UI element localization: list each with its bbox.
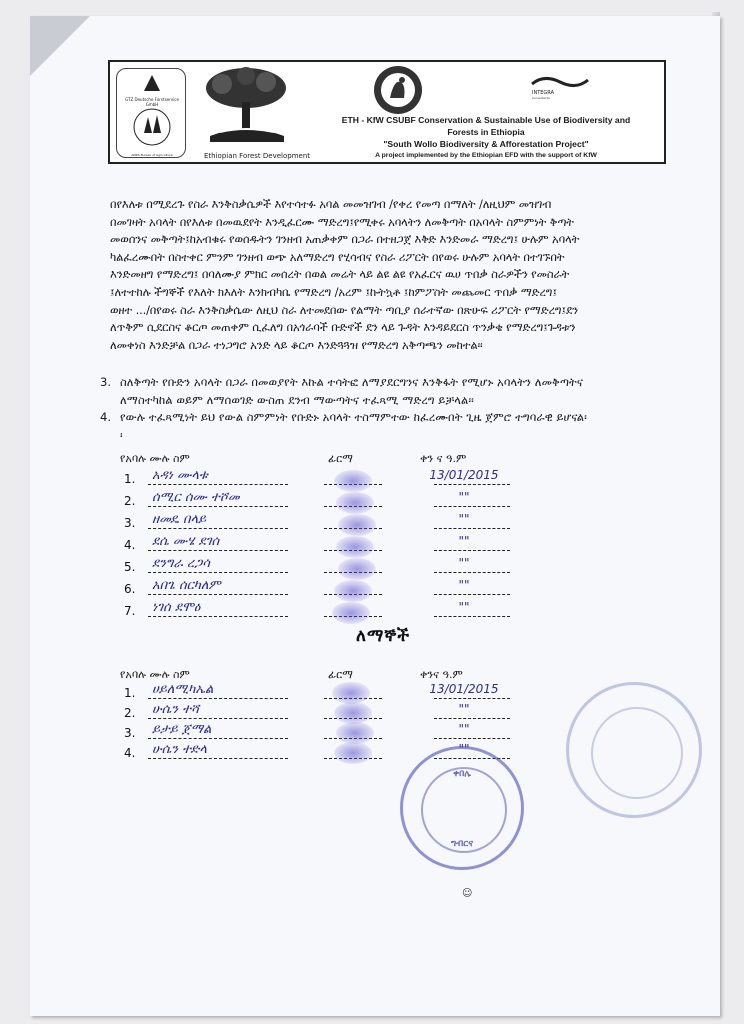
handwritten-date: "" — [458, 600, 470, 614]
handwritten-name: አዳነ ሙላቱ — [152, 468, 208, 483]
letterhead — [108, 60, 666, 164]
date-line — [434, 594, 510, 595]
fingerprint-signature — [334, 702, 372, 724]
date-line — [434, 528, 510, 529]
clause-number: 4. — [100, 410, 112, 425]
integra-logo — [530, 74, 590, 106]
gtz-logo-text: GTZ Deutsche Forstservice GmbH — [125, 97, 179, 107]
project-subtitle: A project implemented by the Ethiopian EFD with the support of KfW — [375, 152, 597, 159]
fingerprint-signature — [338, 514, 376, 536]
handwritten-name: ነገሰ ደሞዕ — [152, 600, 201, 615]
name-line — [148, 572, 288, 573]
table-row — [124, 514, 524, 534]
stamp-text: ቀበሌ — [453, 769, 471, 779]
clause-text: ስለቅጣት የቡድን አባላት በጋራ በመወያየት እኩል ተሳትፎ ለማያደርግንና እንቅፋት የሚሆኑ አባላትን ለመቅጣትና — [120, 375, 583, 389]
handwritten-name: ዘመዴ በላይ — [152, 512, 207, 527]
witnesses-col-date: ቀንና ዓ.ም — [420, 668, 463, 681]
integra-subtext: Consultants — [532, 96, 550, 100]
handwritten-date: 13/01/2015 — [429, 682, 499, 696]
name-line — [148, 484, 288, 485]
table-row — [124, 492, 524, 512]
paragraph-line: ካልፈረሙበት በስተቀር ምንም ገንዘብ ወጭ አለማድረግ የሂሳብና የስራ ሪፖርት በየወሩ ሁሉም አባላት በተገኙበት — [110, 249, 565, 264]
table-row — [124, 724, 524, 744]
handwritten-name: ይታይ ጀማል — [152, 722, 212, 737]
integra-text: INTEGRA — [532, 90, 554, 96]
fingerprint-signature — [336, 536, 374, 558]
paragraph-line: ለጥቅም ሲደርስና ቆርጦ መጠቀም ሲፈለግ በአጎራባች ቡድኖች ደን ላይ ጉዳት እንዳይደርስ ጥንቃቄ የማድረግ፤ጉዳቱን — [110, 320, 576, 335]
date-line — [434, 550, 510, 551]
row-number: 5. — [124, 560, 136, 574]
row-number: 4. — [124, 538, 136, 552]
name-line — [148, 738, 288, 739]
clause-text: ፡ — [120, 427, 123, 442]
paragraph-line: በመገዛት አባላት በየእለቱ በመዉደየት እንዲፈርሙ ማድረግ፤የሚቀሩ አባላትን ለመቅጣት በአባላት ስምምነት ቅጣት — [110, 214, 574, 229]
fingerprint-signature — [334, 580, 372, 602]
handwritten-date: "" — [458, 556, 470, 570]
witnesses-col-name: የአባሉ ሙሉ ስም — [120, 668, 190, 681]
handwritten-date: "" — [458, 742, 470, 756]
name-line — [148, 616, 288, 617]
clause-text: ለማስተካከል ወይም ለማሰወገድ ውስጠ ደንብ ማውጣትና ተፈጻሚ ማድረግ ይቻላል፡፡ — [120, 392, 474, 407]
members-col-name: የአባሉ ሙሉ ስም — [120, 452, 190, 465]
ethiopia-seal-icon — [372, 64, 424, 116]
row-number: 2. — [124, 706, 136, 720]
official-stamp — [400, 746, 524, 870]
table-row — [124, 684, 524, 704]
row-number: 3. — [124, 726, 136, 740]
clause-item — [106, 392, 710, 410]
page-curl — [30, 16, 90, 76]
date-line — [434, 718, 510, 719]
clause-text: የውሉ ተፈጻሚነት ይህ የውል ስምምነት የቡድኑ አባላት ተስማምተው ከፈረሙበት ጊዜ ጀምሮ ተግባራዊ ይሆናል፡ — [120, 410, 587, 425]
row-number: 7. — [124, 604, 136, 618]
handwritten-date: "" — [458, 722, 470, 736]
table-row — [124, 704, 524, 724]
tree-icon — [117, 69, 187, 159]
table-row — [124, 602, 524, 622]
faint-stamp — [566, 682, 702, 818]
handwritten-date: "" — [458, 490, 470, 504]
paragraph-line: ፤ለተተከሉ ችግኞች የእለት ክእለት እንክብካቤ የማድረግ /አረም ፤ኩትኳቶ ፤ከምፖስት መጨመር ጥበቃ ማድረግ፤ — [110, 284, 557, 299]
witnesses-col-sign: ፊርማ — [328, 668, 353, 681]
table-row — [124, 558, 524, 578]
handwritten-date: 13/01/2015 — [429, 468, 499, 482]
paragraph-line: ወዘተ .../በየወሩ ስራ እንቅስቃሴው ለዚህ ስራ ለተመደበው የልማት ጣቢያ ሰራተኛው በጽሁፍ ሪፖርት የማድረግ፤ደን — [110, 302, 578, 317]
project-title-line3: "South Wollo Biodiversity & Afforestation Project" — [383, 139, 589, 149]
handwritten-date: "" — [458, 534, 470, 548]
handwritten-name: ደሴ ሙሄ ደገሰ — [152, 534, 220, 549]
handwritten-name: ሁሴን ተድላ — [152, 742, 207, 757]
members-col-sign: ፊርማ — [328, 452, 353, 465]
date-line — [434, 616, 510, 617]
name-line — [148, 758, 288, 759]
row-number: 4. — [124, 746, 136, 760]
name-line — [148, 528, 288, 529]
clause-item — [106, 427, 710, 445]
date-line — [434, 738, 510, 739]
fingerprint-signature — [332, 682, 370, 704]
fingerprint-signature — [338, 558, 376, 580]
handwritten-name: አበጌ ሰርካለም — [152, 578, 221, 593]
name-line — [148, 594, 288, 595]
row-number: 2. — [124, 494, 136, 508]
row-number: 1. — [124, 686, 136, 700]
clause-item — [100, 374, 710, 392]
handwritten-date: "" — [458, 512, 470, 526]
project-title — [306, 114, 666, 150]
paragraph-line: እንድመዘግ የማድረግ፤ በባለሙያ ምክር መሰረት በወል መሬት ላይ ልዩ ልዩ የአፈርና ዉሀ ጥበቃ ስራዎችን የመስራት — [110, 267, 570, 282]
fingerprint-signature — [336, 492, 374, 514]
stamp-text: ግብርና — [450, 839, 474, 849]
fingerprint-signature — [334, 742, 372, 764]
name-line — [148, 506, 288, 507]
handwritten-date: "" — [458, 578, 470, 592]
paragraph-line: መወሰንና መቅጣት፤ከአብቁሩ የወሰዱትን ገንዘብ አጠቃቀም በጋራ በተዘጋጀ እቅድ እንድመራ ማድረግ፤ ሁሉም አባላት — [110, 232, 580, 247]
fingerprint-signature — [336, 722, 374, 744]
name-line — [148, 718, 288, 719]
project-title-line1: ETH - KfW CSUBF Conservation & Sustainable Use of Biodiversity and — [341, 115, 631, 125]
page-mark: ☺ — [462, 888, 473, 899]
table-row — [124, 580, 524, 600]
date-line — [434, 484, 510, 485]
fingerprint-signature — [332, 602, 370, 624]
table-row — [124, 470, 524, 490]
clause-item — [100, 409, 710, 427]
date-line — [434, 572, 510, 573]
gtz-logo-subtext: ANRS Bureau of Agriculture — [131, 153, 173, 157]
wave-icon — [530, 74, 590, 90]
handwritten-date: "" — [458, 702, 470, 716]
row-number: 1. — [124, 472, 136, 486]
table-row — [124, 536, 524, 556]
row-number: 3. — [124, 516, 136, 530]
date-line — [434, 698, 510, 699]
paragraph-line: በየእለቱ በሚደረጉ የስራ እንቅስቃሴዎች እየተሳተፉ አባል መመዝገብ /የቀረ የመጣ በማለት /ለዚህም መዝገብ — [110, 197, 552, 211]
handwritten-name: ሁሴን ተሻ — [152, 702, 200, 717]
date-line — [434, 506, 510, 507]
name-line — [148, 550, 288, 551]
handwritten-name: ሀይለሚካኤል — [152, 682, 214, 697]
paragraph-line: ለመቀነስ እንድቻል በጋራ ተነጋግሮ አንድ ላይ ቆርጦ እንድጓጓዝ የማድረግ አቅጣጫን መከተል፡፡ — [110, 337, 483, 352]
gtz-logo — [116, 68, 186, 158]
witnesses-heading: ለማኞች — [356, 626, 411, 646]
row-number: 6. — [124, 582, 136, 596]
handwritten-name: ሰሚር ሰሙ ተሾመ — [152, 490, 240, 505]
project-title-line2: Forests in Ethiopia — [447, 127, 525, 137]
numbered-clauses — [100, 374, 710, 444]
handwritten-name: ደንግራ ረጋሳ — [152, 556, 210, 571]
fingerprint-signature — [334, 470, 372, 492]
name-line — [148, 698, 288, 699]
members-col-date: ቀን ና ዓ.ም — [420, 452, 467, 465]
efd-tree-icon — [200, 66, 292, 144]
clause-number: 3. — [100, 375, 112, 389]
agreement-paragraph — [110, 196, 714, 354]
efd-caption: Ethiopian Forest Development — [204, 152, 311, 160]
